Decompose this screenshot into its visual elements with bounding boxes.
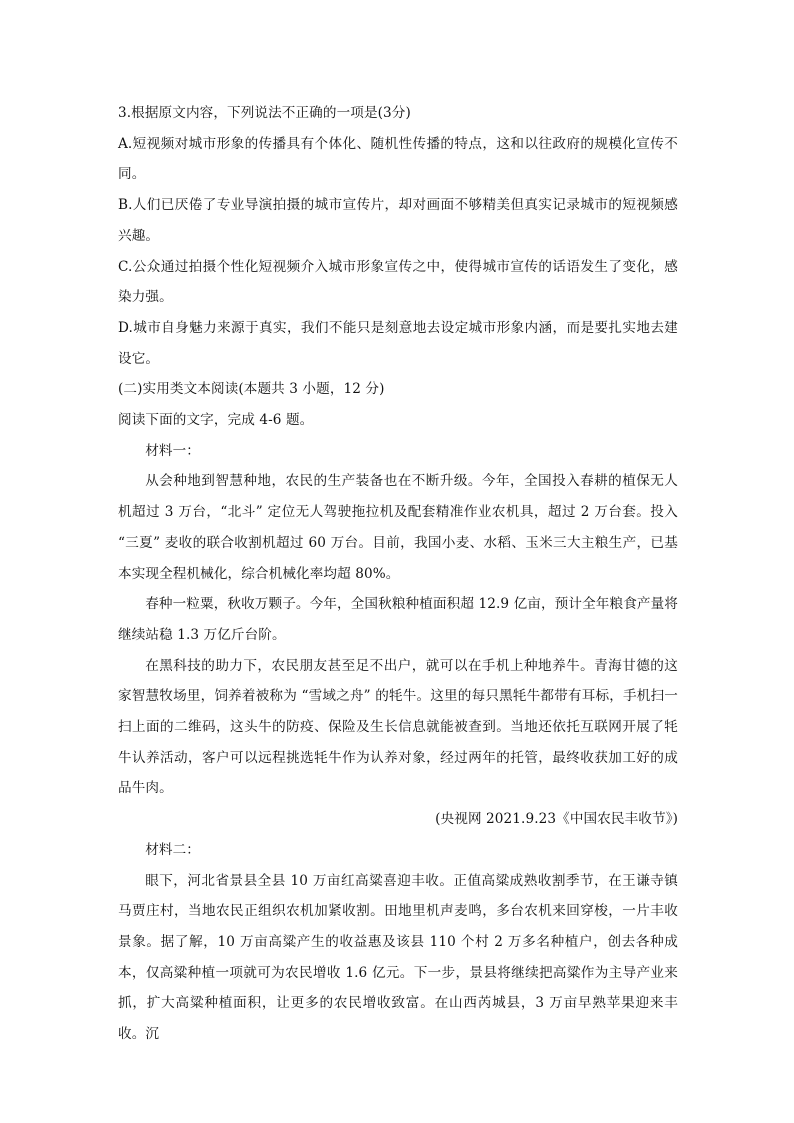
material-1-paragraph: 在黑科技的助力下，农民朋友甚至足不出户，就可以在手机上种地养牛。青海甘德的这家智慧牧场里，饲养着被称为 “雪域之舟” 的牦牛。这里的每只黑牦牛都带有耳标，手机扫一扫上面的二维码，这头牛的防疫、保险及生长信息就能被查到。当地还依托互联网开展了牦牛认养活动，客户可以远程挑选牦牛作为认养对象，经过两年的托管，最终收获加工好的成品牛肉。 (118, 657, 678, 797)
material-2-label: 材料二： (145, 841, 200, 858)
document-page (118, 98, 678, 1050)
material-1-paragraph: 春种一粒粟，秋收万颗子。今年，全国秋粮种植面积超 12.9 亿亩，预计全年粮食产量将继续站稳 1.3 万亿斤台阶。 (118, 596, 678, 643)
question-3-option-a: A.短视频对城市形象的传播具有个体化、随机性传播的特点，这和以往政府的规模化宣传不同。 (118, 135, 678, 183)
question-3-option-c: C.公众通过拍摄个性化短视频介入城市形象宣传之中，使得城市宣传的话语发生了变化，感染力强。 (118, 258, 678, 306)
section-heading: (二)实用类文本阅读(本题共 3 小题，12 分) (118, 381, 385, 398)
material-1-label: 材料一： (145, 442, 200, 459)
material-2-paragraph: 眼下，河北省景县全县 10 万亩红高粱喜迎丰收。正值高粱成熟收割季节，在王谦寺镇马贾庄村，当地农民正组织农机加紧收割。田地里机声麦鸣，多台农机来回穿梭，一片丰收景象。据了解，10 万亩高粱产生的收益惠及该县 110 个村 2 万多名种植户，创去各种成本，仅高粱种植一项就可为农民增收 1.6 亿元。下一步，景县将继续把高粱作为主导产业来抓，扩大高粱种植面积，让更多的农民增收致富。在山西芮城县，3 万亩早熟苹果迎来丰收。沉 (118, 872, 678, 1043)
material-1-paragraph: 从会种地到智慧种地，农民的生产装备也在不断升级。今年，全国投入春耕的植保无人机超过 3 万台，“北斗” 定位无人驾驶拖拉机及配套精准作业农机具，超过 2 万台套。投入 “三夏” 麦收的联合收割机超过 60 万台。目前，我国小麦、水稻、玉米三大主粮生产，已基本实现全程机械化，综合机械化率均超 80%。 (118, 473, 678, 582)
question-3-stem: 3.根据原文内容，下列说法不正确的一项是(3分) (118, 105, 411, 121)
question-3-option-d: D.城市自身魅力来源于真实，我们不能只是刻意地去设定城市形象内涵，而是要扎实地去建设它。 (118, 319, 678, 367)
section-instruction: 阅读下面的文字，完成 4-6 题。 (118, 412, 314, 429)
question-3-option-b: B.人们已厌倦了专业导演拍摄的城市宣传片，却对画面不够精美但真实记录城市的短视频感兴趣。 (118, 197, 678, 244)
material-1-source: (央视网 2021.9.23《中国农民丰收节》) (435, 811, 678, 828)
